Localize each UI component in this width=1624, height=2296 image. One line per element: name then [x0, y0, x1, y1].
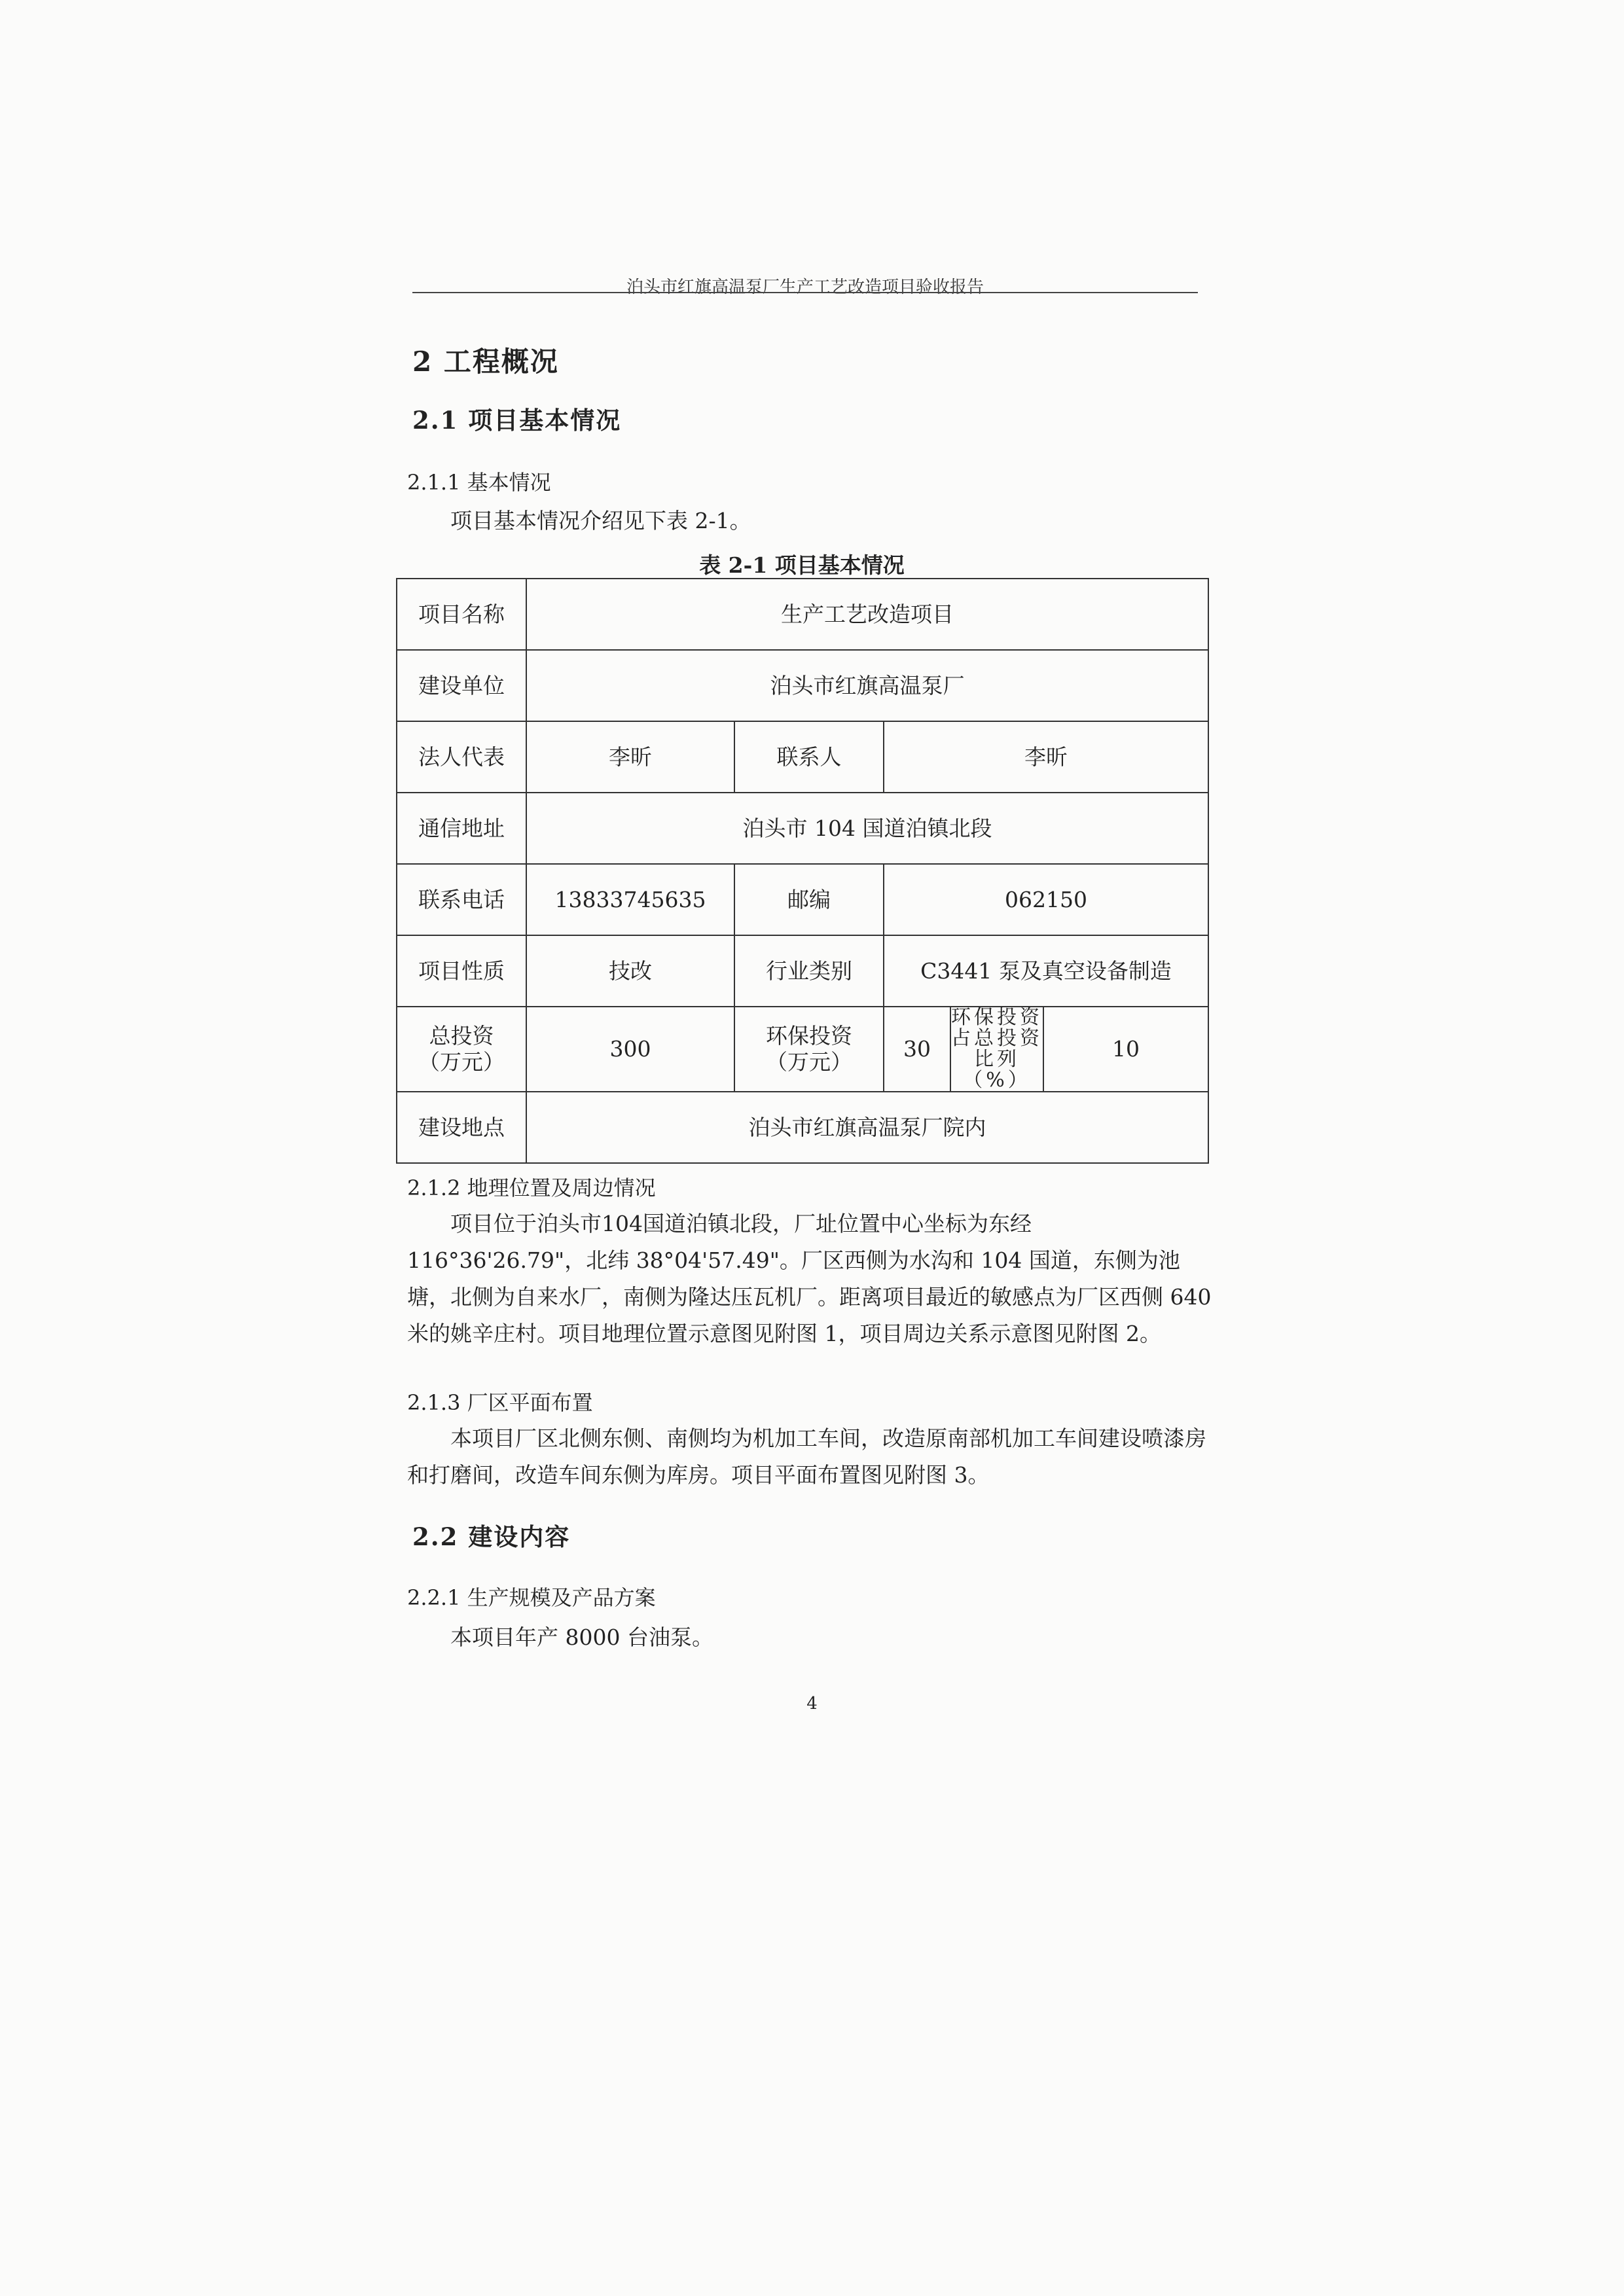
table-row: [397, 579, 1208, 650]
nature-value: 技改: [526, 935, 734, 1007]
layout-paragraph: 本项目厂区北侧东侧、南侧均为机加工车间，改造原南部机加工车间建设喷漆房和打磨间，改造车间东侧为库房。项目平面布置图见附图 3。: [407, 1426, 1206, 1488]
total-invest-value: 300: [526, 1007, 734, 1092]
total-invest-label-line1: 总投资: [429, 1023, 494, 1049]
postcode-label: 邮编: [734, 864, 884, 935]
project-info-table: [396, 578, 1209, 1164]
env-invest-value: 30: [884, 1007, 950, 1092]
section-heading-2-2: 2.2 建设内容: [412, 1522, 571, 1551]
phone-value: 13833745635: [526, 864, 734, 935]
section-heading-2-1-2: 2.1.2 地理位置及周边情况: [407, 1175, 656, 1200]
table-row: [397, 1007, 1208, 1092]
contact-value: 李昕: [884, 721, 1208, 793]
table-row: [397, 650, 1208, 721]
env-ratio-label-line1: 环保投资: [951, 1006, 1043, 1029]
address-value: 泊头市 104 国道泊镇北段: [526, 793, 1208, 864]
postcode-value: 062150: [884, 864, 1208, 935]
address-label: 通信地址: [397, 793, 526, 864]
industry-value: C3441 泵及真空设备制造: [884, 935, 1208, 1007]
running-header: 泊头市红旗高温泵厂生产工艺改造项目验收报告: [626, 278, 984, 297]
env-ratio-value: 10: [1043, 1007, 1208, 1092]
env-ratio-label-line2: 占总投资: [951, 1027, 1043, 1050]
env-ratio-label: [950, 1007, 1043, 1092]
site-value: 泊头市红旗高温泵厂院内: [526, 1092, 1208, 1163]
section-heading-2-2-1: 2.2.1 生产规模及产品方案: [407, 1585, 656, 1610]
table-row: [397, 864, 1208, 935]
env-invest-label-line1: 环保投资: [766, 1023, 852, 1049]
section-heading-2-1-1: 2.1.1 基本情况: [407, 470, 551, 495]
site-label: 建设地点: [397, 1092, 526, 1163]
project-name-label: 项目名称: [397, 579, 526, 650]
location-paragraph: 项目位于泊头市104国道泊镇北段，厂址位置中心坐标为东经 116°36'26.79"，北纬 38°04'57.49"。厂区西侧为水沟和 104 国道，东侧为池塘，北侧为自来水厂，南侧为隆达压瓦机厂。距离项目最近的敏感点为厂区西侧 640 米的姚辛庄村。项目地理位置示意图见附图 1，项目周边关系示意图见附图 2。: [407, 1211, 1212, 1346]
builder-value: 泊头市红旗高温泵厂: [526, 650, 1208, 721]
table-row: [397, 1092, 1208, 1163]
table-caption: 表 2-1 项目基本情况: [699, 552, 905, 578]
table-intro-text: 项目基本情况介绍见下表 2-1。: [450, 508, 751, 533]
section-heading-2-1: 2.1 项目基本情况: [412, 406, 622, 435]
nature-label: 项目性质: [397, 935, 526, 1007]
contact-label: 联系人: [734, 721, 884, 793]
env-invest-label: [734, 1007, 884, 1092]
builder-label: 建设单位: [397, 650, 526, 721]
total-invest-label-line2: （万元）: [418, 1049, 505, 1075]
table-row: [397, 793, 1208, 864]
header-rule: [412, 292, 1198, 293]
total-invest-label: [397, 1007, 526, 1092]
phone-label: 联系电话: [397, 864, 526, 935]
page-number: 4: [806, 1694, 818, 1713]
table-row: [397, 721, 1208, 793]
table-row: [397, 935, 1208, 1007]
legal-rep-label: 法人代表: [397, 721, 526, 793]
legal-rep-value: 李昕: [526, 721, 734, 793]
industry-label: 行业类别: [734, 935, 884, 1007]
env-ratio-label-line3: 比列（%）: [963, 1048, 1031, 1092]
section-heading-2: 2 工程概况: [412, 346, 559, 378]
project-name-value: 生产工艺改造项目: [526, 579, 1208, 650]
env-invest-label-line2: （万元）: [766, 1049, 852, 1075]
production-paragraph: 本项目年产 8000 台油泵。: [450, 1624, 713, 1650]
section-heading-2-1-3: 2.1.3 厂区平面布置: [407, 1390, 593, 1415]
